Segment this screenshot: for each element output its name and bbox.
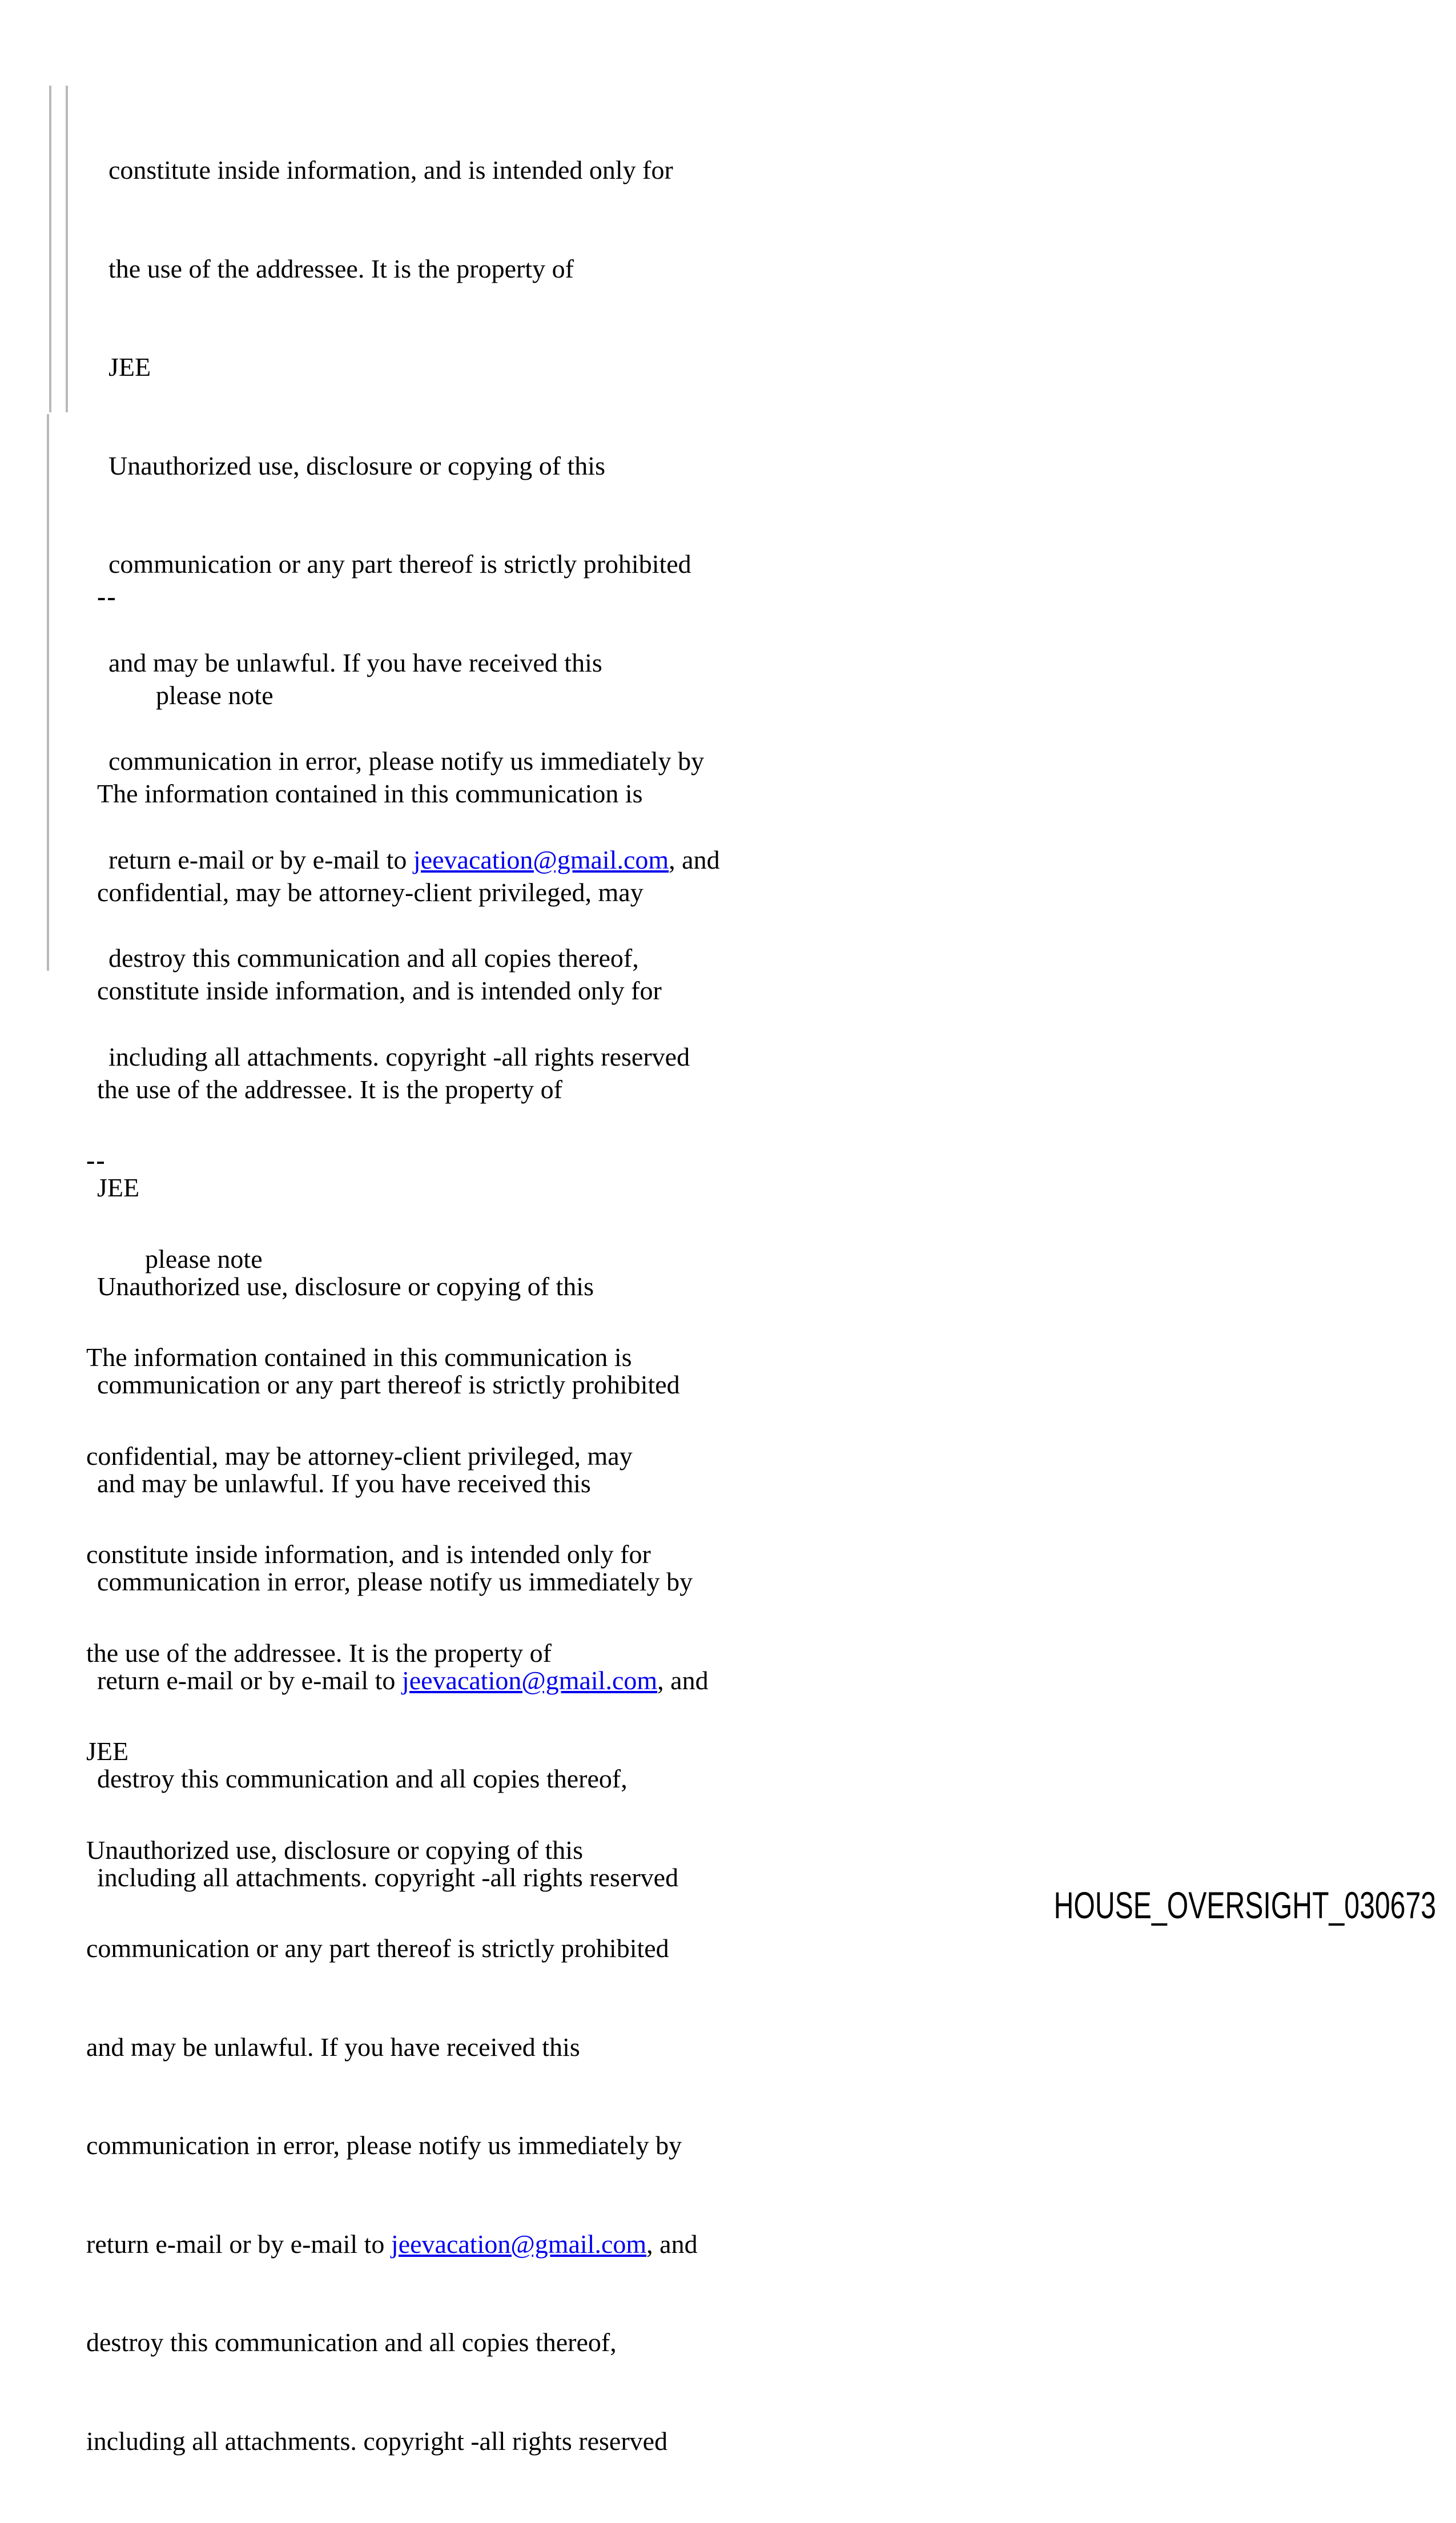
text-segment: return e-mail or by e-mail to xyxy=(86,2229,391,2259)
text-line: and may be unlawful. If you have received this xyxy=(86,2032,580,2062)
text-line: constitute inside information, and is intended only for xyxy=(108,155,673,184)
text-line: communication or any part thereof is strictly prohibited xyxy=(86,1934,669,1963)
text-line: Unauthorized use, disclosure or copying of this xyxy=(86,1835,583,1865)
text-line: confidential, may be attorney-client privileged, may xyxy=(97,877,643,907)
email-link[interactable]: jeevacation@gmail.com xyxy=(401,1665,658,1695)
text-line: communication in error, please notify us immediately by xyxy=(97,1567,693,1596)
text-line: Unauthorized use, disclosure or copying of this xyxy=(108,451,605,480)
please-note-label: please note xyxy=(145,1244,263,1273)
text-line: communication or any part thereof is strictly prohibited xyxy=(108,549,691,578)
quote-bar-level1-upper xyxy=(49,86,51,412)
text-line: JEE xyxy=(108,352,151,381)
text-segment: return e-mail or by e-mail to xyxy=(97,1665,402,1695)
disclaimer-block-unquoted xyxy=(86,1078,698,2523)
text-line: constitute inside information, and is intended only for xyxy=(86,1540,651,1569)
text-segment: , and xyxy=(646,2229,698,2259)
text-line: The information contained in this communication is xyxy=(97,779,643,808)
text-line: communication in error, please notify us immediately by xyxy=(108,746,705,776)
text-line: destroy this communication and all copies thereof, xyxy=(86,2328,617,2357)
text-line: confidential, may be attorney-client privileged, may xyxy=(86,1441,633,1471)
text-line: and may be unlawful. If you have received this xyxy=(108,648,602,677)
bates-stamp: HOUSE_OVERSIGHT_030673 xyxy=(1053,1884,1436,1926)
text-line: The information contained in this communication is xyxy=(86,1343,632,1372)
text-line: the use of the addressee. It is the property of xyxy=(97,1074,562,1104)
text-line: Unauthorized use, disclosure or copying of this xyxy=(97,1271,594,1301)
text-line: constitute inside information, and is intended only for xyxy=(97,976,662,1005)
please-note-label: please note xyxy=(156,680,273,710)
text-segment: return e-mail or by e-mail to xyxy=(108,845,413,874)
text-line: destroy this communication and all copies thereof, xyxy=(97,1764,628,1793)
text-line: communication in error, please notify us immediately by xyxy=(86,2131,682,2160)
text-line: including all attachments. copyright -all rights reserved xyxy=(86,2426,668,2456)
text-line: the use of the addressee. It is the property of xyxy=(86,1638,552,1668)
text-line: JEE xyxy=(86,1737,129,1766)
quote-bar-level1-lower xyxy=(47,414,49,971)
text-line: JEE xyxy=(97,1173,140,1202)
text-line xyxy=(86,2228,698,2261)
text-line: the use of the addressee. It is the property of xyxy=(108,254,574,283)
text-line: destroy this communication and all copies thereof, xyxy=(108,943,639,973)
text-segment: , and xyxy=(669,845,720,874)
signature-separator: -- xyxy=(97,582,117,611)
email-link[interactable]: jeevacation@gmail.com xyxy=(391,2229,647,2259)
text-segment: , and xyxy=(657,1665,709,1695)
text-line: communication or any part thereof is strictly prohibited xyxy=(97,1370,680,1399)
text-line: and may be unlawful. If you have received this xyxy=(97,1468,591,1498)
text-line: including all attachments. copyright -all rights reserved xyxy=(108,1042,690,1071)
signature-separator: -- xyxy=(86,1146,106,1175)
text-line: including all attachments. copyright -all rights reserved xyxy=(97,1862,679,1892)
quote-bar-level2 xyxy=(66,86,68,412)
email-link[interactable]: jeevacation@gmail.com xyxy=(413,845,669,874)
